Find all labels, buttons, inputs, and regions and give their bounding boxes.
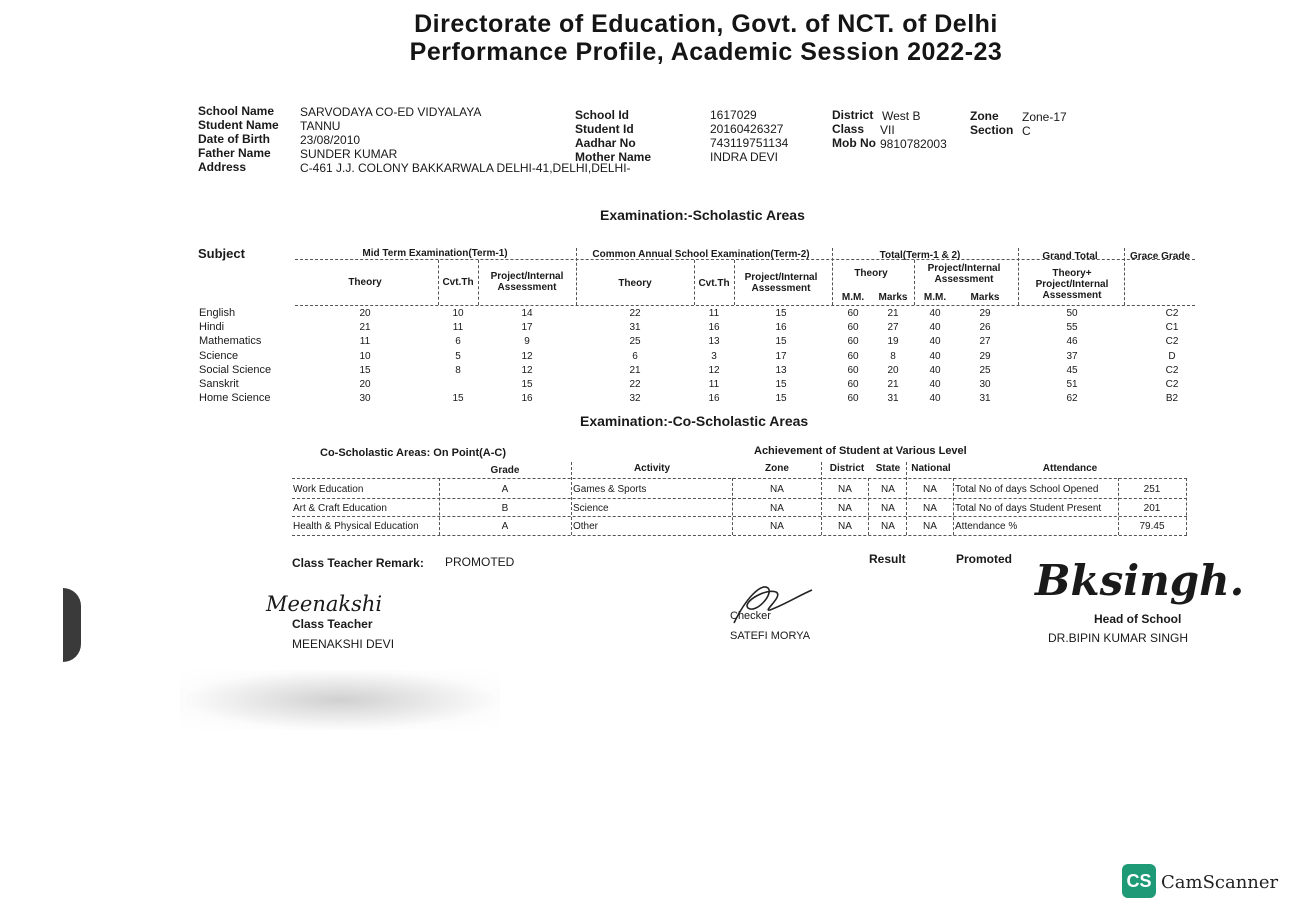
score-cell-grand: 37 [1066, 350, 1078, 362]
co-cell-district: NA [838, 484, 852, 495]
co-vrule [953, 478, 954, 535]
score-cell-marks2: 27 [979, 336, 991, 348]
score-cell-mm2: 40 [929, 379, 941, 390]
co-cell-grade: B [501, 502, 509, 514]
checker-signature-icon [726, 578, 818, 630]
co-cell-area: Art & Craft Education [293, 502, 387, 514]
co-cell-area: Health & Physical Education [293, 521, 419, 532]
co-col-activity: Activity [633, 463, 671, 474]
result-label: Result [869, 552, 906, 566]
remark-value: PROMOTED [445, 555, 515, 569]
co-col-district: District [829, 463, 865, 474]
header-bottom-rule [295, 305, 1195, 306]
mob-label: Mob No [832, 136, 876, 150]
co-rule [292, 516, 1187, 517]
v-rule [914, 260, 915, 305]
col-cvt-2: Cvt.Th [698, 278, 730, 289]
score-cell-grand: 62 [1066, 393, 1078, 405]
score-cell-marks2: 29 [979, 308, 991, 319]
teacher-name: MEENAKSHI DEVI [292, 637, 395, 651]
col-theory-1: Theory [348, 277, 382, 288]
dob-label: Date of Birth [198, 132, 270, 146]
class-value: VII [880, 123, 895, 137]
score-cell-t1: 20 [359, 379, 371, 390]
score-cell-p2: 15 [775, 308, 787, 319]
co-cell-att_label: Total No of days School Opened [955, 484, 1099, 495]
v-rule [1018, 248, 1019, 305]
scan-smudge [180, 670, 500, 730]
term2-header: Common Annual School Examination(Term-2) [592, 249, 810, 260]
score-cell-grand: 46 [1066, 336, 1078, 348]
v-rule [694, 260, 695, 305]
subject-name: Home Science [199, 392, 271, 405]
score-cell-marks2: 25 [979, 364, 991, 376]
co-cell-att_val: 201 [1143, 502, 1161, 514]
head-name: DR.BIPIN KUMAR SINGH [1048, 631, 1189, 645]
v-rule [576, 248, 577, 305]
subject-name: English [199, 307, 236, 319]
score-cell-p1: 15 [521, 379, 533, 390]
score-cell-t1: 21 [359, 322, 371, 334]
v-rule [734, 260, 735, 305]
score-cell-mm: 60 [847, 364, 859, 376]
score-cell-p2: 17 [775, 350, 787, 362]
score-cell-mm2: 40 [929, 364, 941, 376]
score-cell-cvt1: 11 [452, 322, 464, 334]
score-cell-cvt1: 6 [455, 336, 461, 348]
score-cell-marks: 21 [887, 308, 899, 319]
score-cell-t2: 31 [629, 322, 641, 334]
score-cell-cvt2: 11 [708, 379, 720, 390]
address-value: C-461 J.J. COLONY BAKKARWALA DELHI-41,DELHI,DELHI- [300, 161, 631, 175]
result-value: Promoted [956, 552, 1013, 566]
col-project-1: Project/Internal Assessment [490, 271, 564, 293]
camscanner-brand: CamScanner [1161, 872, 1279, 893]
score-cell-marks2: 30 [979, 379, 991, 390]
section-value: C [1022, 124, 1031, 138]
co-cell-grade: A [501, 484, 509, 495]
score-cell-grade: C2 [1165, 379, 1179, 390]
score-cell-p1: 12 [521, 350, 533, 362]
mother-value: INDRA DEVI [710, 150, 779, 164]
subject-name: Sanskrit [199, 378, 239, 390]
score-cell-cvt2: 3 [711, 350, 717, 362]
co-cell-district: NA [838, 521, 852, 532]
co-scholastic-subheading: Co-Scholastic Areas: On Point(A-C) [320, 447, 506, 459]
co-cell-activity: Science [573, 502, 609, 514]
score-cell-t2: 25 [629, 336, 641, 348]
score-cell-t2: 6 [632, 350, 638, 362]
col-mm2: M.M. [923, 292, 947, 303]
score-cell-cvt2: 16 [708, 322, 720, 334]
co-vrule [439, 478, 440, 535]
score-cell-mm: 60 [847, 350, 859, 362]
head-signature: Bksingh. [1035, 556, 1245, 605]
co-cell-att_label: Attendance % [955, 521, 1018, 532]
co-cell-att_val: 79.45 [1139, 521, 1165, 532]
score-cell-mm: 60 [847, 308, 859, 319]
score-cell-t1: 30 [359, 393, 371, 405]
zone-value: Zone-17 [1022, 110, 1067, 124]
achievement-heading: Achievement of Student at Various Level [754, 445, 967, 457]
address-label: Address [198, 160, 247, 174]
score-cell-marks2: 29 [979, 350, 991, 362]
co-scholastic-heading: Examination:-Co-Scholastic Areas [580, 413, 809, 429]
co-cell-zone: NA [770, 521, 784, 532]
score-cell-t2: 32 [629, 393, 641, 405]
score-cell-cvt2: 11 [708, 308, 720, 319]
student-id-value: 20160426327 [710, 122, 784, 136]
score-cell-marks: 31 [887, 393, 899, 405]
score-cell-mm: 60 [847, 393, 859, 405]
punch-hole-shadow [63, 588, 81, 662]
col-marks2: Marks [970, 292, 1000, 303]
col-grand-total: Theory+ Project/Internal Assessment [1035, 268, 1109, 301]
co-cell-zone: NA [770, 484, 784, 495]
remark-label: Class Teacher Remark: [292, 556, 424, 570]
score-cell-mm2: 40 [929, 393, 941, 405]
score-cell-cvt1: 15 [452, 393, 464, 405]
col-mm: M.M. [841, 292, 865, 303]
col-theory-2: Theory [618, 278, 652, 289]
co-vrule [1118, 478, 1119, 535]
school-id-label: School Id [575, 108, 629, 122]
score-cell-p2: 15 [775, 336, 787, 348]
term1-header: Mid Term Examination(Term-1) [362, 248, 508, 259]
doc-title-line2: Performance Profile, Academic Session 2022-23 [409, 38, 1003, 66]
subject-name: Mathematics [199, 335, 262, 348]
co-rule [292, 535, 1187, 536]
district-value: West B [882, 109, 921, 123]
student-id-label: Student Id [575, 122, 634, 136]
father-value: SUNDER KUMAR [300, 147, 398, 161]
co-cell-zone: NA [770, 502, 784, 514]
class-label: Class [832, 122, 865, 136]
v-rule [1124, 248, 1125, 305]
aadhar-value: 743119751134 [710, 136, 789, 150]
co-cell-state: NA [881, 502, 895, 514]
mob-value: 9810782003 [880, 137, 947, 151]
co-vrule [868, 478, 869, 535]
co-vrule [732, 478, 733, 535]
student-name-label: Student Name [198, 118, 279, 132]
doc-title-line1: Directorate of Education, Govt. of NCT. of Delhi [414, 10, 998, 38]
score-cell-p1: 14 [521, 308, 533, 319]
col-total-theory: Theory [854, 268, 888, 279]
v-rule [832, 248, 833, 305]
score-cell-t2: 21 [629, 364, 641, 376]
score-cell-marks: 27 [887, 322, 899, 334]
total-header: Total(Term-1 & 2) [879, 250, 961, 261]
co-col-attendance: Attendance [1042, 463, 1098, 474]
zone-label: Zone [970, 109, 999, 123]
score-cell-cvt2: 12 [708, 364, 720, 376]
score-cell-p1: 16 [521, 393, 533, 405]
head-title: Head of School [1094, 612, 1182, 626]
score-cell-t1: 15 [359, 364, 371, 376]
score-cell-grand: 51 [1066, 379, 1078, 390]
score-cell-marks: 8 [890, 350, 896, 362]
score-cell-cvt1: 5 [455, 350, 461, 362]
grand-total-header: Grand Total [1042, 251, 1098, 262]
grace-header: Grace Grade [1129, 251, 1191, 262]
score-cell-cvt1: 10 [452, 308, 464, 319]
co-cell-state: NA [881, 521, 895, 532]
score-cell-mm2: 40 [929, 322, 941, 334]
co-cell-activity: Games & Sports [573, 484, 647, 495]
score-cell-marks: 20 [887, 364, 899, 376]
co-cell-state: NA [881, 484, 895, 495]
score-cell-p1: 9 [524, 336, 530, 348]
col-project-2: Project/Internal Assessment [744, 272, 818, 294]
score-cell-grade: C1 [1165, 322, 1179, 334]
checker-title: Checker [730, 610, 771, 622]
school-id-value: 1617029 [710, 108, 757, 122]
score-cell-mm2: 40 [929, 350, 941, 362]
aadhar-label: Aadhar No [575, 136, 636, 150]
co-vrule [571, 462, 572, 535]
co-cell-district: NA [838, 502, 852, 514]
score-cell-grade: D [1168, 350, 1176, 362]
score-cell-mm2: 40 [929, 308, 941, 319]
score-cell-cvt2: 13 [708, 336, 720, 348]
co-cell-att_val: 251 [1143, 484, 1161, 495]
co-cell-national: NA [923, 502, 937, 514]
score-cell-grade: C2 [1165, 308, 1179, 319]
checker-name: SATEFI MORYA [730, 630, 811, 642]
co-col-grade: Grade [490, 465, 520, 476]
score-cell-t1: 20 [359, 308, 371, 319]
teacher-title: Class Teacher [292, 617, 373, 631]
score-cell-t2: 22 [629, 308, 641, 319]
score-cell-p1: 12 [521, 364, 533, 376]
score-cell-cvt1: 8 [455, 364, 461, 376]
dob-value: 23/08/2010 [300, 133, 361, 147]
score-cell-mm2: 40 [929, 336, 941, 348]
score-cell-p1: 17 [521, 322, 533, 334]
section-label: Section [970, 123, 1014, 137]
school-name-value: SARVODAYA CO-ED VIDYALAYA [300, 105, 482, 119]
co-rule [292, 478, 1187, 479]
score-cell-t2: 22 [629, 379, 641, 390]
father-label: Father Name [198, 146, 271, 160]
col-total-project: Project/Internal Assessment [927, 263, 1001, 285]
co-cell-national: NA [923, 521, 937, 532]
score-cell-t1: 11 [359, 336, 371, 348]
co-cell-national: NA [923, 484, 937, 495]
camscanner-logo-icon: CS [1122, 864, 1156, 898]
score-cell-grand: 55 [1066, 322, 1078, 334]
score-cell-p2: 13 [775, 364, 787, 376]
district-label: District [832, 108, 874, 122]
scholastic-heading: Examination:-Scholastic Areas [600, 207, 805, 223]
score-cell-grand: 45 [1066, 364, 1078, 376]
co-cell-grade: A [501, 521, 509, 532]
score-cell-mm: 60 [847, 336, 859, 348]
score-cell-grand: 50 [1066, 308, 1078, 319]
mother-label: Mother Name [575, 150, 652, 164]
score-cell-t1: 10 [359, 350, 371, 362]
score-cell-grade: C2 [1165, 364, 1179, 376]
v-rule [438, 260, 439, 305]
score-cell-marks2: 26 [979, 322, 991, 334]
co-cell-area: Work Education [293, 484, 364, 495]
score-cell-p2: 15 [775, 379, 787, 390]
score-cell-mm: 60 [847, 379, 859, 390]
score-cell-marks: 19 [887, 336, 899, 348]
score-cell-cvt2: 16 [708, 393, 720, 405]
score-cell-marks: 21 [887, 379, 899, 390]
subject-name: Social Science [199, 363, 272, 376]
co-col-state: State [875, 463, 901, 474]
teacher-signature: Meenakshi [266, 592, 383, 616]
student-name-value: TANNU [300, 119, 341, 133]
co-col-national: National [911, 463, 951, 474]
col-marks: Marks [878, 292, 908, 303]
co-cell-activity: Other [573, 521, 599, 532]
score-cell-grade: C2 [1165, 336, 1179, 348]
col-cvt-1: Cvt.Th [442, 277, 474, 288]
score-cell-grade: B2 [1165, 393, 1179, 405]
subject-name: Science [199, 349, 239, 362]
co-cell-att_label: Total No of days Student Present [955, 502, 1102, 514]
subject-name: Hindi [199, 321, 225, 334]
score-cell-mm: 60 [847, 322, 859, 334]
co-rule [292, 498, 1187, 499]
co-vrule [1186, 478, 1187, 535]
score-cell-p2: 16 [775, 322, 787, 334]
co-col-zone: Zone [765, 463, 789, 474]
co-vrule [906, 462, 907, 535]
score-cell-p2: 15 [775, 393, 787, 405]
v-rule [478, 260, 479, 305]
school-name-label: School Name [198, 104, 275, 118]
score-cell-marks2: 31 [979, 393, 991, 405]
subject-header: Subject [198, 246, 245, 261]
